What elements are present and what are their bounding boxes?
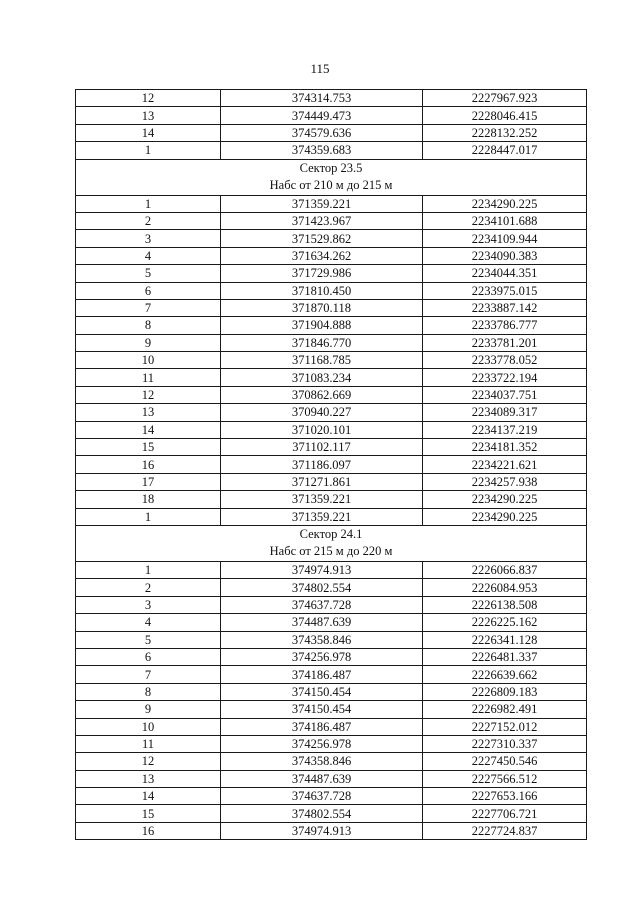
y-coordinate-cell: 2233975.015 — [423, 282, 587, 299]
table-row — [76, 195, 587, 212]
table-row — [76, 683, 587, 700]
x-coordinate-cell: 374974.913 — [221, 561, 423, 578]
coordinates-table — [75, 89, 587, 840]
x-coordinate-cell: 374256.978 — [221, 735, 423, 752]
y-coordinate-cell: 2234221.621 — [423, 456, 587, 473]
x-coordinate-cell: 374150.454 — [221, 701, 423, 718]
x-coordinate-cell: 374974.913 — [221, 822, 423, 839]
x-coordinate-cell: 371083.234 — [221, 369, 423, 386]
y-coordinate-cell: 2226481.337 — [423, 648, 587, 665]
x-coordinate-cell: 371186.097 — [221, 456, 423, 473]
table-row — [76, 421, 587, 438]
y-coordinate-cell: 2226341.128 — [423, 631, 587, 648]
point-number-cell: 14 — [76, 788, 221, 805]
x-coordinate-cell: 374150.454 — [221, 683, 423, 700]
point-number-cell: 8 — [76, 683, 221, 700]
y-coordinate-cell: 2226066.837 — [423, 561, 587, 578]
y-coordinate-cell: 2234044.351 — [423, 265, 587, 282]
y-coordinate-cell: 2233722.194 — [423, 369, 587, 386]
x-coordinate-cell: 371529.862 — [221, 230, 423, 247]
table-row — [76, 631, 587, 648]
table-row — [76, 107, 587, 124]
point-number-cell: 18 — [76, 491, 221, 508]
sector-header — [76, 159, 587, 195]
sector-height-range: Набс от 215 м до 220 м — [269, 544, 393, 559]
sector-header — [76, 525, 587, 561]
table-row — [76, 334, 587, 351]
point-number-cell: 13 — [76, 770, 221, 787]
table-row — [76, 770, 587, 787]
table-row — [76, 508, 587, 525]
table-row — [76, 142, 587, 159]
table-row — [76, 473, 587, 490]
y-coordinate-cell: 2227450.546 — [423, 753, 587, 770]
point-number-cell: 8 — [76, 317, 221, 334]
x-coordinate-cell: 371904.888 — [221, 317, 423, 334]
point-number-cell: 12 — [76, 753, 221, 770]
y-coordinate-cell: 2234181.352 — [423, 439, 587, 456]
y-coordinate-cell: 2226225.162 — [423, 614, 587, 631]
point-number-cell: 7 — [76, 666, 221, 683]
x-coordinate-cell: 374637.728 — [221, 596, 423, 613]
point-number-cell: 10 — [76, 352, 221, 369]
point-number-cell: 14 — [76, 421, 221, 438]
y-coordinate-cell: 2233887.142 — [423, 299, 587, 316]
x-coordinate-cell: 374256.978 — [221, 648, 423, 665]
x-coordinate-cell: 371846.770 — [221, 334, 423, 351]
y-coordinate-cell: 2226639.662 — [423, 666, 587, 683]
table-row — [76, 648, 587, 665]
table-row — [76, 788, 587, 805]
x-coordinate-cell: 374358.846 — [221, 631, 423, 648]
x-coordinate-cell: 371359.221 — [221, 195, 423, 212]
y-coordinate-cell: 2234101.688 — [423, 212, 587, 229]
x-coordinate-cell: 374359.683 — [221, 142, 423, 159]
x-coordinate-cell: 374487.639 — [221, 770, 423, 787]
x-coordinate-cell: 374358.846 — [221, 753, 423, 770]
point-number-cell: 5 — [76, 265, 221, 282]
y-coordinate-cell: 2227152.012 — [423, 718, 587, 735]
point-number-cell: 2 — [76, 212, 221, 229]
table-row — [76, 666, 587, 683]
point-number-cell: 2 — [76, 579, 221, 596]
y-coordinate-cell: 2234037.751 — [423, 386, 587, 403]
point-number-cell: 13 — [76, 404, 221, 421]
x-coordinate-cell: 371271.861 — [221, 473, 423, 490]
point-number-cell: 9 — [76, 334, 221, 351]
table-row — [76, 369, 587, 386]
point-number-cell: 17 — [76, 473, 221, 490]
table-row — [76, 404, 587, 421]
y-coordinate-cell: 2227706.721 — [423, 805, 587, 822]
y-coordinate-cell: 2227724.837 — [423, 822, 587, 839]
x-coordinate-cell: 374487.639 — [221, 614, 423, 631]
table-row — [76, 439, 587, 456]
y-coordinate-cell: 2228447.017 — [423, 142, 587, 159]
y-coordinate-cell: 2228046.415 — [423, 107, 587, 124]
y-coordinate-cell: 2227310.337 — [423, 735, 587, 752]
table-row — [76, 805, 587, 822]
y-coordinate-cell: 2227566.512 — [423, 770, 587, 787]
x-coordinate-cell: 371168.785 — [221, 352, 423, 369]
x-coordinate-cell: 374802.554 — [221, 579, 423, 596]
table-row — [76, 579, 587, 596]
y-coordinate-cell: 2234290.225 — [423, 195, 587, 212]
x-coordinate-cell: 370862.669 — [221, 386, 423, 403]
x-coordinate-cell: 371810.450 — [221, 282, 423, 299]
point-number-cell: 6 — [76, 282, 221, 299]
table-row — [76, 491, 587, 508]
y-coordinate-cell: 2233781.201 — [423, 334, 587, 351]
y-coordinate-cell: 2228132.252 — [423, 124, 587, 141]
point-number-cell: 13 — [76, 107, 221, 124]
point-number-cell: 15 — [76, 439, 221, 456]
x-coordinate-cell: 374802.554 — [221, 805, 423, 822]
y-coordinate-cell: 2234109.944 — [423, 230, 587, 247]
x-coordinate-cell: 374637.728 — [221, 788, 423, 805]
table-row — [76, 596, 587, 613]
table-row — [76, 90, 587, 107]
point-number-cell: 6 — [76, 648, 221, 665]
x-coordinate-cell: 371020.101 — [221, 421, 423, 438]
x-coordinate-cell: 374449.473 — [221, 107, 423, 124]
point-number-cell: 4 — [76, 614, 221, 631]
x-coordinate-cell: 371729.986 — [221, 265, 423, 282]
point-number-cell: 1 — [76, 195, 221, 212]
point-number-cell: 7 — [76, 299, 221, 316]
x-coordinate-cell: 370940.227 — [221, 404, 423, 421]
point-number-cell: 11 — [76, 369, 221, 386]
point-number-cell: 1 — [76, 508, 221, 525]
table-row — [76, 753, 587, 770]
table-row — [76, 718, 587, 735]
sector-title: Сектор 23.5 — [299, 161, 363, 176]
point-number-cell: 16 — [76, 822, 221, 839]
point-number-cell: 10 — [76, 718, 221, 735]
sector-header-row — [76, 159, 587, 195]
x-coordinate-cell: 374186.487 — [221, 666, 423, 683]
table-row — [76, 352, 587, 369]
y-coordinate-cell: 2234257.938 — [423, 473, 587, 490]
point-number-cell: 1 — [76, 561, 221, 578]
y-coordinate-cell: 2227967.923 — [423, 90, 587, 107]
point-number-cell: 16 — [76, 456, 221, 473]
table-row — [76, 124, 587, 141]
y-coordinate-cell: 2234290.225 — [423, 508, 587, 525]
x-coordinate-cell: 371423.967 — [221, 212, 423, 229]
y-coordinate-cell: 2234290.225 — [423, 491, 587, 508]
table-row — [76, 247, 587, 264]
sector-height-range: Набс от 210 м до 215 м — [269, 178, 393, 193]
point-number-cell: 15 — [76, 805, 221, 822]
x-coordinate-cell: 374314.753 — [221, 90, 423, 107]
point-number-cell: 1 — [76, 142, 221, 159]
y-coordinate-cell: 2234137.219 — [423, 421, 587, 438]
table-row — [76, 701, 587, 718]
table-row — [76, 282, 587, 299]
y-coordinate-cell: 2226809.183 — [423, 683, 587, 700]
point-number-cell: 3 — [76, 230, 221, 247]
table-row — [76, 561, 587, 578]
x-coordinate-cell: 371634.262 — [221, 247, 423, 264]
table-row — [76, 822, 587, 839]
point-number-cell: 11 — [76, 735, 221, 752]
point-number-cell: 3 — [76, 596, 221, 613]
table-row — [76, 317, 587, 334]
point-number-cell: 14 — [76, 124, 221, 141]
y-coordinate-cell: 2233786.777 — [423, 317, 587, 334]
sector-header-row — [76, 525, 587, 561]
x-coordinate-cell: 371359.221 — [221, 508, 423, 525]
table-row — [76, 735, 587, 752]
table-row — [76, 456, 587, 473]
point-number-cell: 12 — [76, 386, 221, 403]
point-number-cell: 4 — [76, 247, 221, 264]
y-coordinate-cell: 2226084.953 — [423, 579, 587, 596]
x-coordinate-cell: 371102.117 — [221, 439, 423, 456]
y-coordinate-cell: 2233778.052 — [423, 352, 587, 369]
x-coordinate-cell: 371870.118 — [221, 299, 423, 316]
y-coordinate-cell: 2227653.166 — [423, 788, 587, 805]
table-row — [76, 614, 587, 631]
coordinates-table-body — [76, 90, 587, 840]
point-number-cell: 9 — [76, 701, 221, 718]
table-row — [76, 230, 587, 247]
y-coordinate-cell: 2234090.383 — [423, 247, 587, 264]
page-number: 115 — [310, 61, 330, 76]
table-row — [76, 265, 587, 282]
x-coordinate-cell: 374186.487 — [221, 718, 423, 735]
point-number-cell: 12 — [76, 90, 221, 107]
table-row — [76, 386, 587, 403]
x-coordinate-cell: 374579.636 — [221, 124, 423, 141]
x-coordinate-cell: 371359.221 — [221, 491, 423, 508]
y-coordinate-cell: 2226138.508 — [423, 596, 587, 613]
y-coordinate-cell: 2234089.317 — [423, 404, 587, 421]
table-row — [76, 299, 587, 316]
point-number-cell: 5 — [76, 631, 221, 648]
y-coordinate-cell: 2226982.491 — [423, 701, 587, 718]
sector-title: Сектор 24.1 — [299, 527, 363, 542]
table-row — [76, 212, 587, 229]
